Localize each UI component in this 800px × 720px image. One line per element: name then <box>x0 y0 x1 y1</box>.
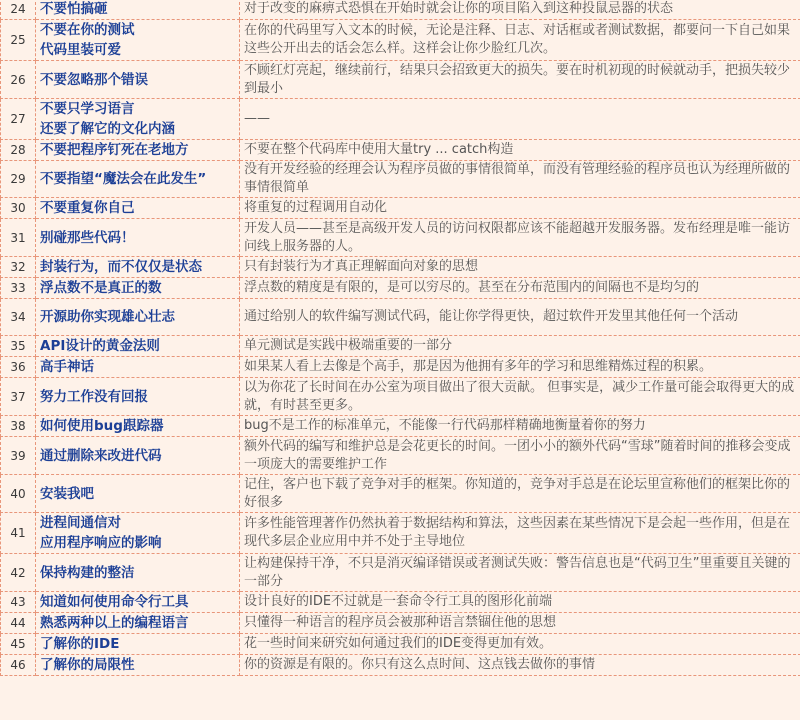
tip-description: 许多性能管理著作仍然执着于数据结构和算法，这些因素在某些情况下是会起一些作用，但是在现代多层企业应用中并不处于主导地位 <box>240 513 800 554</box>
tip-title-line: 高手神话 <box>40 359 94 375</box>
tip-title-line: 了解你的IDE <box>40 636 120 652</box>
tip-title <box>36 257 240 278</box>
tip-description: 如果某人看上去像是个高手，那是因为他拥有多年的学习和思维精炼过程的积累。 <box>240 357 800 378</box>
tips-table-body <box>1 0 800 676</box>
tip-description: 额外代码的编写和维护总是会花更长的时间。一团小小的额外代码“雪球”随着时间的推移会变成一项庞大的需要维护工作 <box>240 437 800 475</box>
row-number: 28 <box>1 140 36 161</box>
table-row <box>1 299 800 336</box>
tip-description: 只懂得一种语言的程序员会被那种语言禁锢住他的思想 <box>240 613 800 634</box>
table-row <box>1 592 800 613</box>
row-number: 40 <box>1 475 36 513</box>
tip-title <box>36 357 240 378</box>
row-number: 31 <box>1 219 36 257</box>
row-number: 43 <box>1 592 36 613</box>
tip-description: 花一些时间来研究如何通过我们的IDE变得更加有效。 <box>240 634 800 655</box>
row-number: 33 <box>1 278 36 299</box>
table-row <box>1 61 800 99</box>
tip-title-line: 开源助你实现雄心壮志 <box>40 309 175 325</box>
row-number: 34 <box>1 299 36 336</box>
tip-title <box>36 336 240 357</box>
table-row <box>1 257 800 278</box>
tip-title-line: 安装我吧 <box>40 485 94 502</box>
tip-description: 将重复的过程调用自动化 <box>240 198 800 219</box>
row-number: 35 <box>1 336 36 357</box>
tip-title <box>36 634 240 655</box>
row-number: 42 <box>1 554 36 592</box>
table-row <box>1 219 800 257</box>
table-row <box>1 378 800 416</box>
table-row <box>1 475 800 513</box>
row-number: 36 <box>1 357 36 378</box>
tip-title-line: 通过删除来改进代码 <box>40 447 162 464</box>
tip-title <box>36 554 240 592</box>
row-number: 27 <box>1 99 36 140</box>
table-row <box>1 554 800 592</box>
tip-description: 不要在整个代码库中使用大量try ... catch构造 <box>240 140 800 161</box>
row-number: 26 <box>1 61 36 99</box>
table-row <box>1 613 800 634</box>
row-number: 39 <box>1 437 36 475</box>
tip-title-line: 不要只学习语言 <box>40 101 135 117</box>
row-number: 44 <box>1 613 36 634</box>
tip-title-line: 代码里装可爱 <box>40 42 121 58</box>
tip-description: 单元测试是实践中极端重要的一部分 <box>240 336 800 357</box>
tip-description: 记住，客户也下载了竞争对手的框架。你知道的，竞争对手总是在论坛里宣称他们的框架比你的好很多 <box>240 475 800 513</box>
tip-description: 你的资源是有限的。你只有这么点时间、这点钱去做你的事情 <box>240 655 800 676</box>
row-number: 25 <box>1 20 36 61</box>
table-row <box>1 161 800 198</box>
tip-title-line: 不要在你的测试 <box>40 22 135 38</box>
tip-title-line: 努力工作没有回报 <box>40 388 148 405</box>
tip-title-line: 不要把程序钉死在老地方 <box>40 142 189 158</box>
row-number: 32 <box>1 257 36 278</box>
tip-title-line: 还要了解它的文化内涵 <box>40 121 175 137</box>
table-row <box>1 20 800 61</box>
row-number: 37 <box>1 378 36 416</box>
tip-title-line: 别碰那些代码！ <box>40 229 135 246</box>
tip-title <box>36 299 240 336</box>
table-row <box>1 198 800 219</box>
tip-title-line: 了解你的局限性 <box>40 657 135 673</box>
tip-title <box>36 655 240 676</box>
tip-description: 只有封装行为才真正理解面向对象的思想 <box>240 257 800 278</box>
tip-description: 在你的代码里写入文本的时候，无论是注释、日志、对话框或者测试数据，都要问一下自己如果这些公开出去的话会怎么样。这样会让你少脸红几次。 <box>240 20 800 61</box>
tip-title <box>36 198 240 219</box>
tip-title <box>36 219 240 257</box>
tip-title <box>36 99 240 140</box>
tip-description: 浮点数的精度是有限的，是可以穷尽的。甚至在分布范围内的间隔也不是均匀的 <box>240 278 800 299</box>
row-number: 46 <box>1 655 36 676</box>
table-row <box>1 0 800 20</box>
tip-title-line: 知道如何使用命令行工具 <box>40 594 189 610</box>
row-number: 45 <box>1 634 36 655</box>
tip-title-line: 应用程序响应的影响 <box>40 535 162 551</box>
tip-title <box>36 0 240 20</box>
tip-description: bug不是工作的标准单元，不能像一行代码那样精确地衡量着你的努力 <box>240 416 800 437</box>
tip-title <box>36 416 240 437</box>
table-row <box>1 357 800 378</box>
tip-title <box>36 61 240 99</box>
tip-title-line: 不要指望“魔法会在此发生” <box>40 171 207 187</box>
table-row <box>1 416 800 437</box>
tip-title <box>36 20 240 61</box>
table-row <box>1 140 800 161</box>
row-number: 38 <box>1 416 36 437</box>
tip-title-line: 不要怕搞砸 <box>40 0 108 17</box>
tip-title <box>36 437 240 475</box>
tip-title <box>36 513 240 554</box>
row-number: 41 <box>1 513 36 554</box>
row-number: 29 <box>1 161 36 198</box>
table-row <box>1 513 800 554</box>
tip-title <box>36 161 240 198</box>
tip-title <box>36 378 240 416</box>
tip-description: 开发人员——甚至是高级开发人员的访问权限都应该不能超越开发服务器。发布经理是唯一能访问线上服务器的人。 <box>240 219 800 257</box>
tip-title <box>36 278 240 299</box>
tip-title-line: 保持构建的整洁 <box>40 564 135 581</box>
table-row <box>1 655 800 676</box>
tip-title <box>36 592 240 613</box>
tip-title-line: API设计的黄金法则 <box>40 338 160 354</box>
table-row <box>1 278 800 299</box>
tip-title-line: 进程间通信对 <box>40 515 121 531</box>
tip-title-line: 如何使用bug跟踪器 <box>40 418 164 434</box>
tip-title-line: 熟悉两种以上的编程语言 <box>40 615 189 631</box>
tip-description: 让构建保持干净，不只是消灭编译错误或者测试失败：警告信息也是“代码卫生”里重要且关键的一部分 <box>240 554 800 592</box>
table-row <box>1 99 800 140</box>
tip-description: 没有开发经验的经理会认为程序员做的事情很简单，而没有管理经验的程序员也认为经理所做的事情很简单 <box>240 161 800 198</box>
row-number: 24 <box>1 0 36 20</box>
tip-description: 不顾红灯亮起，继续前行，结果只会招致更大的损失。要在时机初现的时候就动手，把损失较少到最小 <box>240 61 800 99</box>
tip-title <box>36 613 240 634</box>
tip-description: 以为你花了长时间在办公室为项目做出了很大贡献。 但事实是，减少工作量可能会取得更大的成就，有时甚至更多。 <box>240 378 800 416</box>
table-row <box>1 634 800 655</box>
tip-title-line: 不要忽略那个错误 <box>40 71 148 88</box>
table-row <box>1 437 800 475</box>
tip-description: —— <box>240 99 800 140</box>
row-number: 30 <box>1 198 36 219</box>
table-row <box>1 336 800 357</box>
tip-title-line: 浮点数不是真正的数 <box>40 280 162 296</box>
tip-title-line: 不要重复你自己 <box>40 200 135 216</box>
tip-description: 设计良好的IDE不过就是一套命令行工具的图形化前端 <box>240 592 800 613</box>
tip-description: 通过给别人的软件编写测试代码，能让你学得更快，超过软件开发里其他任何一个活动 <box>240 299 800 336</box>
tip-title <box>36 140 240 161</box>
tip-description: 对于改变的麻痹式恐惧在开始时就会让你的项目陷入到这种投鼠忌器的状态 <box>240 0 800 20</box>
tip-title-line: 封装行为，而不仅仅是状态 <box>40 259 202 275</box>
tip-title <box>36 475 240 513</box>
